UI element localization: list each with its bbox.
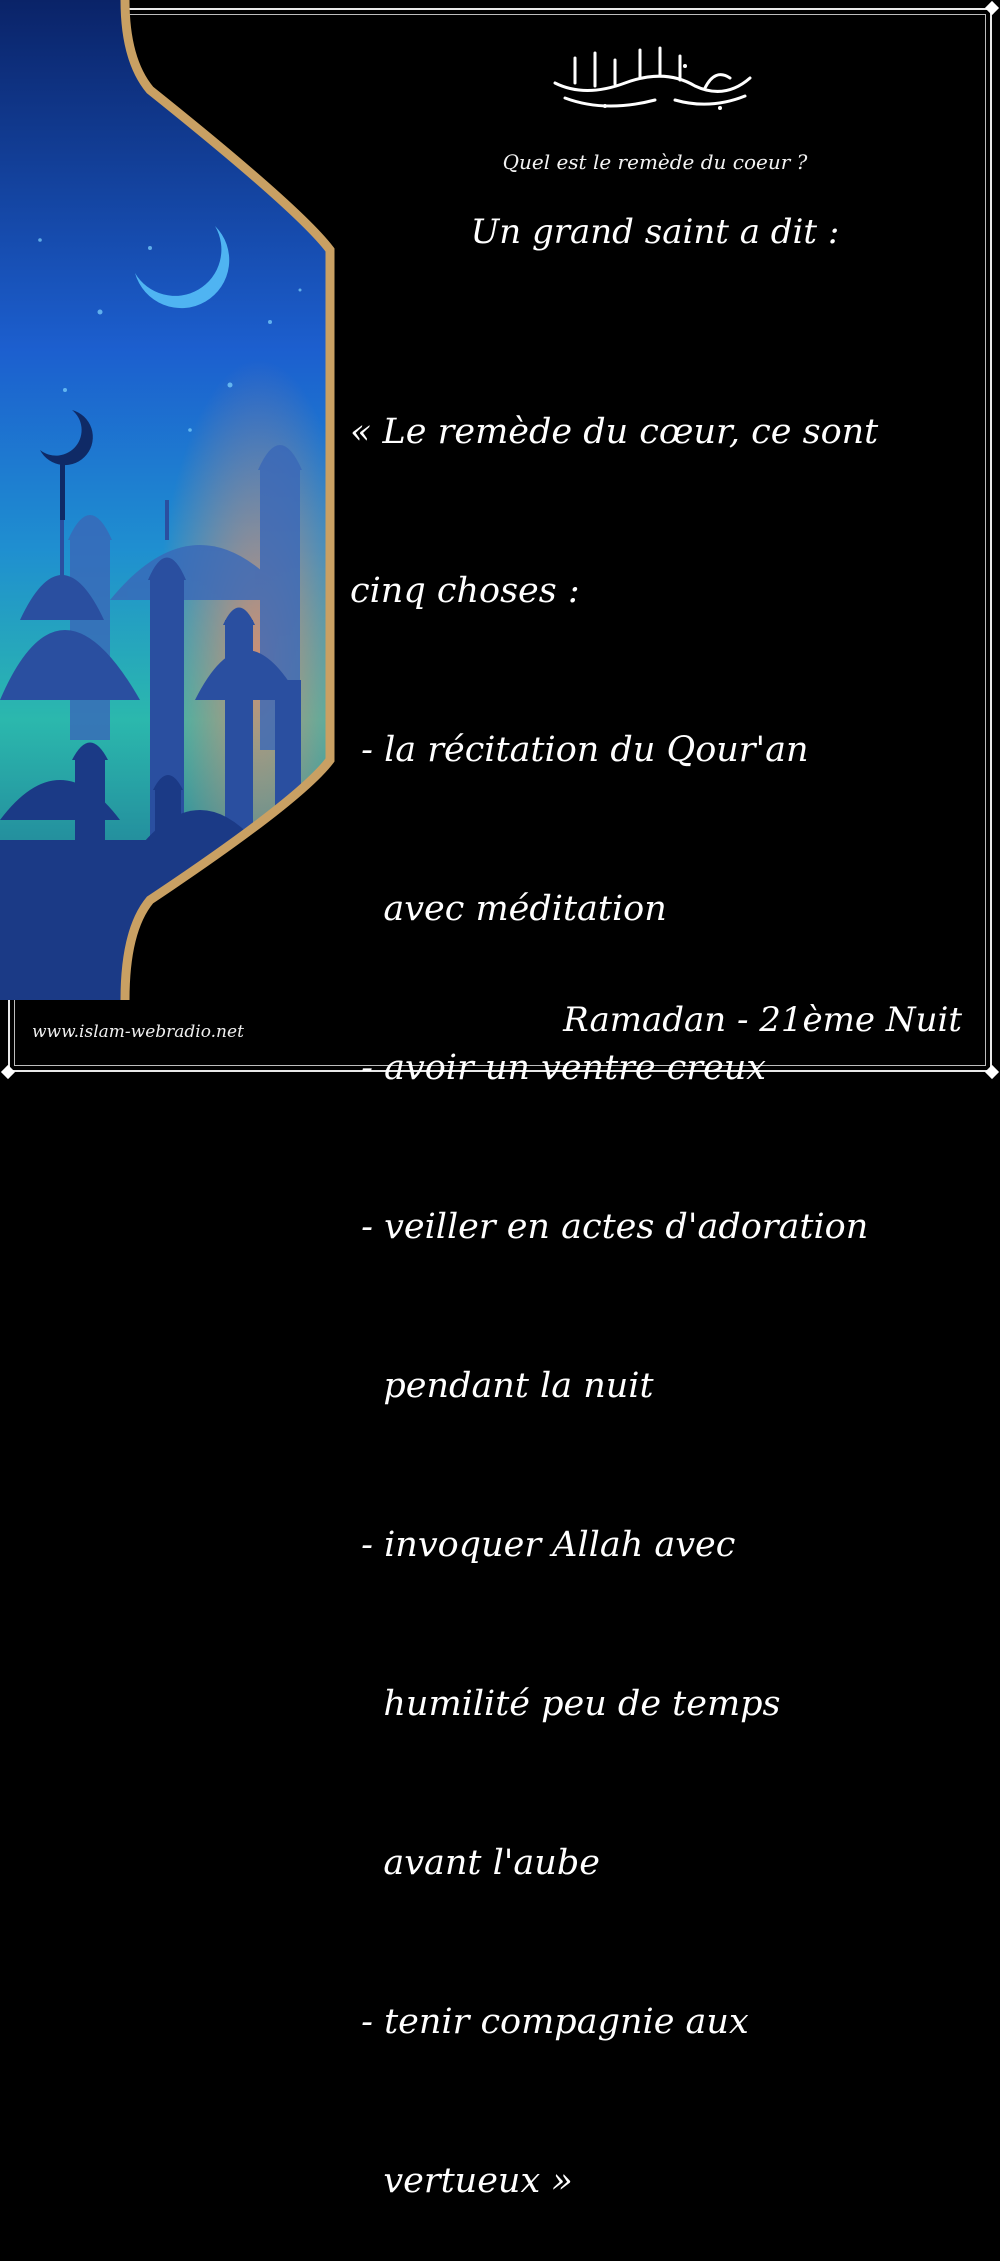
quote-block <box>350 300 990 2261</box>
quote-line: cinq choses : <box>350 571 580 611</box>
question-text: Quel est le remède du coeur ? <box>502 150 808 174</box>
website-url: www.islam-webradio.net <box>32 1022 244 1042</box>
ramadan-illustration <box>0 0 345 1000</box>
quote-line: « Le remède du cœur, ce sont <box>350 412 879 452</box>
quote-line: - invoquer Allah avec <box>350 1525 736 1565</box>
footer-title: Ramadan - 21ème Nuit <box>563 1000 962 1040</box>
quote-line: - avoir un ventre creux <box>350 1048 767 1088</box>
quote-line: avec méditation <box>350 889 667 929</box>
quote-line: avant l'aube <box>350 1843 600 1883</box>
quote-line: pendant la nuit <box>350 1366 654 1406</box>
quote-line: - la récitation du Qour'an <box>350 730 809 770</box>
quote-line: humilité peu de temps <box>350 1684 781 1724</box>
quote-heading: Un grand saint a dit : <box>470 212 840 252</box>
quote-line: vertueux » <box>350 2161 573 2201</box>
quote-line: - veiller en actes d'adoration <box>350 1207 869 1247</box>
quote-line: - tenir compagnie aux <box>350 2002 749 2042</box>
basmala-calligraphy <box>545 38 760 118</box>
